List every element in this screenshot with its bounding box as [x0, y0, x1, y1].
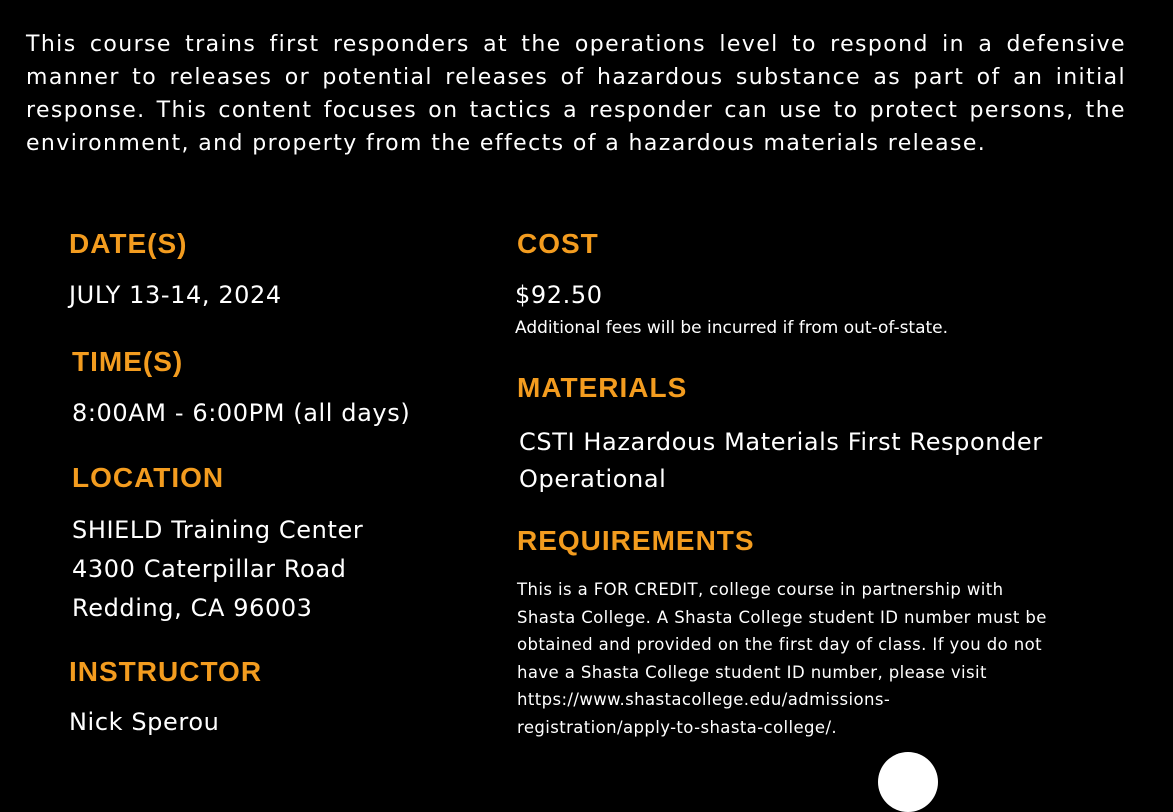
logo-edge — [878, 752, 938, 812]
materials-text — [519, 424, 1043, 498]
requirements-text — [517, 576, 1047, 741]
location-line: 4300 Caterpillar Road — [72, 555, 347, 583]
cost-heading: COST — [517, 228, 599, 259]
location-line: Redding, CA 96003 — [72, 594, 313, 622]
materials-heading: MATERIALS — [517, 372, 688, 403]
instructor-heading: INSTRUCTOR — [69, 656, 263, 687]
requirements-line: Shasta College. A Shasta College student ID number must be — [517, 607, 1047, 627]
dates-value: JULY 13-14, 2024 — [69, 281, 282, 309]
location-heading: LOCATION — [72, 462, 225, 493]
materials-line: Operational — [519, 465, 667, 493]
requirements-line: registration/apply-to-shasta-college/. — [517, 717, 838, 737]
dates-heading: DATE(S) — [69, 228, 188, 259]
instructor-value: Nick Sperou — [69, 708, 220, 736]
cost-note: Additional fees will be incurred if from out-of-state. — [515, 318, 949, 338]
requirements-line: obtained and provided on the first day of class. If you do not — [517, 635, 1042, 654]
times-heading: TIME(S) — [72, 346, 184, 377]
requirements-line: have a Shasta College student ID number, please visit — [517, 662, 987, 682]
location-line: SHIELD Training Center — [72, 516, 364, 544]
requirements-heading: REQUIREMENTS — [517, 525, 755, 556]
requirements-line: This is a FOR CREDIT, college course in partnership with — [517, 580, 1004, 599]
materials-line: CSTI Hazardous Materials First Responder — [519, 428, 1043, 456]
times-value: 8:00AM - 6:00PM (all days) — [72, 399, 411, 427]
location-address — [72, 511, 363, 628]
course-description: This course trains first responders at the operations level to respond in a defensive manner to releases or potential releases of hazardous substance as part of an initial response. This content focuses on tactics a responder can use to protect persons, the environment, and property from the effects of a hazardous materials release. — [26, 32, 1126, 156]
requirements-line: https://www.shastacollege.edu/admissions- — [517, 690, 891, 709]
cost-value: $92.50 — [515, 281, 603, 309]
